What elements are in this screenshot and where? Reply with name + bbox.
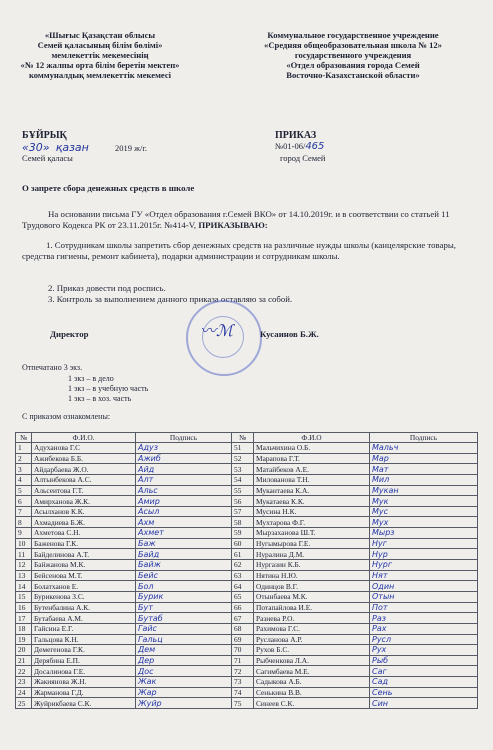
person-name: Демегенова Г.К. (32, 645, 136, 656)
person-name: Русланова А.Р. (254, 634, 370, 645)
person-signature: Нят (370, 570, 478, 581)
person-signature: Бейс (136, 570, 232, 581)
table-row (16, 645, 478, 656)
person-signature: Нур (370, 549, 478, 560)
row-number: 64 (232, 581, 254, 592)
order-basis (22, 209, 474, 230)
person-signature: Байд (136, 549, 232, 560)
table-row (16, 506, 478, 517)
row-number: 17 (16, 613, 32, 624)
person-signature: Мат (370, 464, 478, 475)
col-header-signature: Подпись (370, 433, 478, 443)
person-signature: Гальц (136, 634, 232, 645)
header-right-line: «Отдел образования города Семей (286, 60, 420, 70)
row-number: 3 (16, 464, 32, 475)
acquainted-label: С приказом ознакомлены: (22, 412, 111, 421)
row-number: 66 (232, 602, 254, 613)
person-signature: Ахмет (136, 528, 232, 539)
row-number: 73 (232, 677, 254, 688)
header-left-line: мемлекеттік мекемесінің (51, 50, 149, 60)
person-signature: Гайс (136, 623, 232, 634)
row-number: 6 (16, 496, 32, 507)
table-row (16, 666, 478, 677)
table-row (16, 655, 478, 666)
person-signature: Бутаб (136, 613, 232, 624)
person-signature: Мукан (370, 485, 478, 496)
header-right-line: Восточно-Казахстанской области» (286, 70, 420, 80)
row-number: 71 (232, 655, 254, 666)
person-signature: Альс (136, 485, 232, 496)
person-name: Бутенбалина А.К. (32, 602, 136, 613)
basis-text: На основании письма ГУ «Отдел образования г.Семей ВКО» от 14.10.2019г. и в соответствии со статьей 11 Трудового Кодекса РК от 23.11.2015г. №414-V, (22, 209, 450, 230)
copy-line: 1 экз – в учебную часть (68, 384, 149, 393)
person-name: Ахмадиева Б.Ж. (32, 517, 136, 528)
person-name: Мукатаева К.К. (254, 496, 370, 507)
row-number: 75 (232, 698, 254, 709)
person-signature: Бурик (136, 591, 232, 602)
table-row (16, 453, 478, 464)
person-name: Нятина Н.Ю. (254, 570, 370, 581)
person-name: Бутабаева А.М. (32, 613, 136, 624)
row-number: 22 (16, 666, 32, 677)
table-row (16, 517, 478, 528)
person-signature: Алт (136, 474, 232, 485)
person-signature: Жар (136, 687, 232, 698)
person-name: Милованова Т.Н. (254, 474, 370, 485)
person-signature: Рыб (370, 655, 478, 666)
header-right-russian (228, 30, 478, 80)
person-signature: Жуйр (136, 698, 232, 709)
person-signature: Ажиб (136, 453, 232, 464)
order-item-2: 2. Приказ довести под роспись. (48, 283, 166, 293)
person-name: Мухтарова Ф.Г. (254, 517, 370, 528)
row-number: 56 (232, 496, 254, 507)
director-label: Директор (50, 329, 89, 339)
person-name: Бурикенова З.С. (32, 591, 136, 602)
table-row (16, 581, 478, 592)
table-row (16, 698, 478, 709)
row-number: 18 (16, 623, 32, 634)
person-signature: Мил (370, 474, 478, 485)
row-number: 14 (16, 581, 32, 592)
person-name: Алтынбекова А.С. (32, 474, 136, 485)
copy-line: 1 экз – в дело (68, 374, 114, 383)
header-right-line: Коммунальное государственное учреждение (267, 30, 439, 40)
person-name: Баженова Г.К. (32, 538, 136, 549)
table-row (16, 687, 478, 698)
row-number: 7 (16, 506, 32, 517)
person-name: Мусина Н.К. (254, 506, 370, 517)
person-name: Дерябина Е.П. (32, 655, 136, 666)
person-signature: Рух (370, 645, 478, 656)
row-number: 51 (232, 443, 254, 454)
row-number: 59 (232, 528, 254, 539)
person-name: Садыкова А.Б. (254, 677, 370, 688)
person-name: Нургазин К.Б. (254, 560, 370, 571)
person-signature: Ахм (136, 517, 232, 528)
row-number: 68 (232, 623, 254, 634)
table-body (16, 443, 478, 709)
row-number: 53 (232, 464, 254, 475)
person-name: Айдарбаева Ж.О. (32, 464, 136, 475)
table-row (16, 549, 478, 560)
person-name: Рухов Б.С. (254, 645, 370, 656)
person-signature: Бол (136, 581, 232, 592)
row-number: 60 (232, 538, 254, 549)
row-number: 72 (232, 666, 254, 677)
person-name: Ахметова С.Н. (32, 528, 136, 539)
person-name: Болатханов Е. (32, 581, 136, 592)
person-name: Синеев С.К. (254, 698, 370, 709)
row-number: 15 (16, 591, 32, 602)
person-name: Разиева Р.О. (254, 613, 370, 624)
table-row (16, 677, 478, 688)
row-number: 52 (232, 453, 254, 464)
person-name: Нуралина Д.М. (254, 549, 370, 560)
table-row (16, 464, 478, 475)
person-signature: Дос (136, 666, 232, 677)
table-row (16, 560, 478, 571)
person-name: Мукантаева К.А. (254, 485, 370, 496)
person-name: Досалинова Г.Е. (32, 666, 136, 677)
person-name: Мальчихина О.Б. (254, 443, 370, 454)
order-subject: О запрете сбора денежных средств в школе (22, 183, 195, 193)
order-item-1: 1. Сотрудникам школы запретить сбор денежных средств на различные нужды школы (канцелярские товары, средства гигиены, ремонт кабинета), подарки администрации и сотрудникам школы. (22, 240, 456, 261)
col-header-number: № (16, 433, 32, 443)
person-name: Асылханов К.К. (32, 506, 136, 517)
person-signature: Байж (136, 560, 232, 571)
person-signature: Дем (136, 645, 232, 656)
person-name: Мырзаханова Ш.Т. (254, 528, 370, 539)
row-number: 5 (16, 485, 32, 496)
person-signature: Жак (136, 677, 232, 688)
person-name: Амирханова Ж.К. (32, 496, 136, 507)
person-signature: Мальч (370, 443, 478, 454)
row-number: 1 (16, 443, 32, 454)
header-left-line: коммуналдық мемлекеттік мекемесі (28, 70, 172, 80)
table-row (16, 623, 478, 634)
row-number: 24 (16, 687, 32, 698)
person-signature: Один (370, 581, 478, 592)
row-number: 8 (16, 517, 32, 528)
row-number: 69 (232, 634, 254, 645)
person-name: Адуханова Г.С (32, 443, 136, 454)
copy-line: 1 экз – в хоз. часть (68, 394, 132, 403)
person-name: Сенькина В.В. (254, 687, 370, 698)
person-name: Байделинова А.Т. (32, 549, 136, 560)
header-right-line: «Средняя общеобразовательная школа № 12» (264, 40, 442, 50)
date-year: 2019 ж/г. (115, 143, 148, 153)
order-number-prefix: №01-06/ (275, 141, 306, 151)
person-signature: Мар (370, 453, 478, 464)
person-name: Ажибекова Б.Б. (32, 453, 136, 464)
table-row (16, 570, 478, 581)
director-signature: 〰ℳ (200, 321, 234, 340)
row-number: 9 (16, 528, 32, 539)
person-signature: Асыл (136, 506, 232, 517)
person-signature: Мух (370, 517, 478, 528)
person-signature: Адуз (136, 443, 232, 454)
table-row (16, 474, 478, 485)
row-number: 2 (16, 453, 32, 464)
order-item-3: 3. Контроль за выполнением данного приказа оставляю за собой. (48, 294, 293, 304)
person-name: Жуйрикбаева С.К. (32, 698, 136, 709)
basis-order-word: ПРИКАЗЫВАЮ: (198, 219, 268, 230)
row-number: 65 (232, 591, 254, 602)
row-number: 74 (232, 687, 254, 698)
person-name: Матайбеков А.Е. (254, 464, 370, 475)
header-right-line: государственного учреждения (294, 50, 412, 60)
row-number: 12 (16, 560, 32, 571)
person-name: Марапова Г.Т. (254, 453, 370, 464)
row-number: 58 (232, 517, 254, 528)
row-number: 23 (16, 677, 32, 688)
header-left-line: «№ 12 жалпы орта білім беретін мектеп» (20, 60, 180, 70)
table-row (16, 634, 478, 645)
date-day-handwritten: «30» (22, 141, 50, 154)
person-name: Бейсенова М.Т. (32, 570, 136, 581)
person-name: Гайсина Е.Г. (32, 623, 136, 634)
printed-copies-note: Отпечатано 3 экз. (22, 363, 83, 372)
table-row (16, 443, 478, 454)
row-number: 20 (16, 645, 32, 656)
row-number: 21 (16, 655, 32, 666)
person-signature: Мук (370, 496, 478, 507)
col-header-name: Ф.И.О. (32, 433, 136, 443)
row-number: 57 (232, 506, 254, 517)
person-name: Одинцов В.Г. (254, 581, 370, 592)
person-signature: Пот (370, 602, 478, 613)
date-month-handwritten: қазан (55, 141, 89, 154)
row-number: 62 (232, 560, 254, 571)
row-number: 67 (232, 613, 254, 624)
person-name: Байжанова М.К. (32, 560, 136, 571)
person-name: Отынбаева М.К. (254, 591, 370, 602)
person-name: Жарманова Г.Д. (32, 687, 136, 698)
row-number: 63 (232, 570, 254, 581)
person-signature: Русл (370, 634, 478, 645)
person-signature: Рах (370, 623, 478, 634)
person-name: Нугымырова Г.Е. (254, 538, 370, 549)
person-signature: Мырз (370, 528, 478, 539)
person-signature: Баж (136, 538, 232, 549)
person-signature: Нург (370, 560, 478, 571)
person-name: Сагимбаева М.Е. (254, 666, 370, 677)
row-number: 4 (16, 474, 32, 485)
order-number (275, 141, 324, 152)
person-signature: Амир (136, 496, 232, 507)
person-name: Альсеитова Г.Т. (32, 485, 136, 496)
person-signature: Саг (370, 666, 478, 677)
person-name: Рыбченкова Л.А. (254, 655, 370, 666)
person-signature: Раз (370, 613, 478, 624)
row-number: 54 (232, 474, 254, 485)
header-left-line: Семей қаласының білім бөлімі» (37, 40, 163, 50)
row-number: 13 (16, 570, 32, 581)
person-signature: Нуг (370, 538, 478, 549)
row-number: 11 (16, 549, 32, 560)
header-left-kazakh (10, 30, 190, 80)
person-signature: Син (370, 698, 478, 709)
person-name: Потапайлова И.Е. (254, 602, 370, 613)
person-signature: Дер (136, 655, 232, 666)
order-title-kazakh: БҰЙРЫҚ (22, 130, 67, 141)
person-signature: Сень (370, 687, 478, 698)
person-name: Гальцова К.Н. (32, 634, 136, 645)
row-number: 16 (16, 602, 32, 613)
row-number: 19 (16, 634, 32, 645)
city-russian: город Семей (280, 153, 326, 163)
signature-table (15, 432, 478, 709)
table-row (16, 496, 478, 507)
order-number-handwritten: 465 (305, 141, 325, 152)
person-signature: Сад (370, 677, 478, 688)
person-signature: Отын (370, 591, 478, 602)
table-header-row (16, 433, 478, 443)
person-signature: Бут (136, 602, 232, 613)
director-name: Кусаинов Б.Ж. (260, 329, 319, 339)
person-signature: Мус (370, 506, 478, 517)
col-header-name: Ф.И.О (254, 433, 370, 443)
col-header-signature: Подпись (136, 433, 232, 443)
person-name: Рахимова Г.С. (254, 623, 370, 634)
person-signature: Айд (136, 464, 232, 475)
row-number: 10 (16, 538, 32, 549)
table-row (16, 591, 478, 602)
person-name: Жакиянова Ж.Н. (32, 677, 136, 688)
row-number: 61 (232, 549, 254, 560)
row-number: 70 (232, 645, 254, 656)
city-kazakh: Семей қаласы (22, 153, 73, 163)
table-row (16, 528, 478, 539)
table-row (16, 485, 478, 496)
order-title-russian: ПРИКАЗ (275, 130, 317, 141)
col-header-number: № (232, 433, 254, 443)
table-row (16, 538, 478, 549)
row-number: 55 (232, 485, 254, 496)
table-row (16, 613, 478, 624)
header-left-line: «Шығыс Қазақстан облысы (44, 30, 156, 40)
row-number: 25 (16, 698, 32, 709)
table-row (16, 602, 478, 613)
